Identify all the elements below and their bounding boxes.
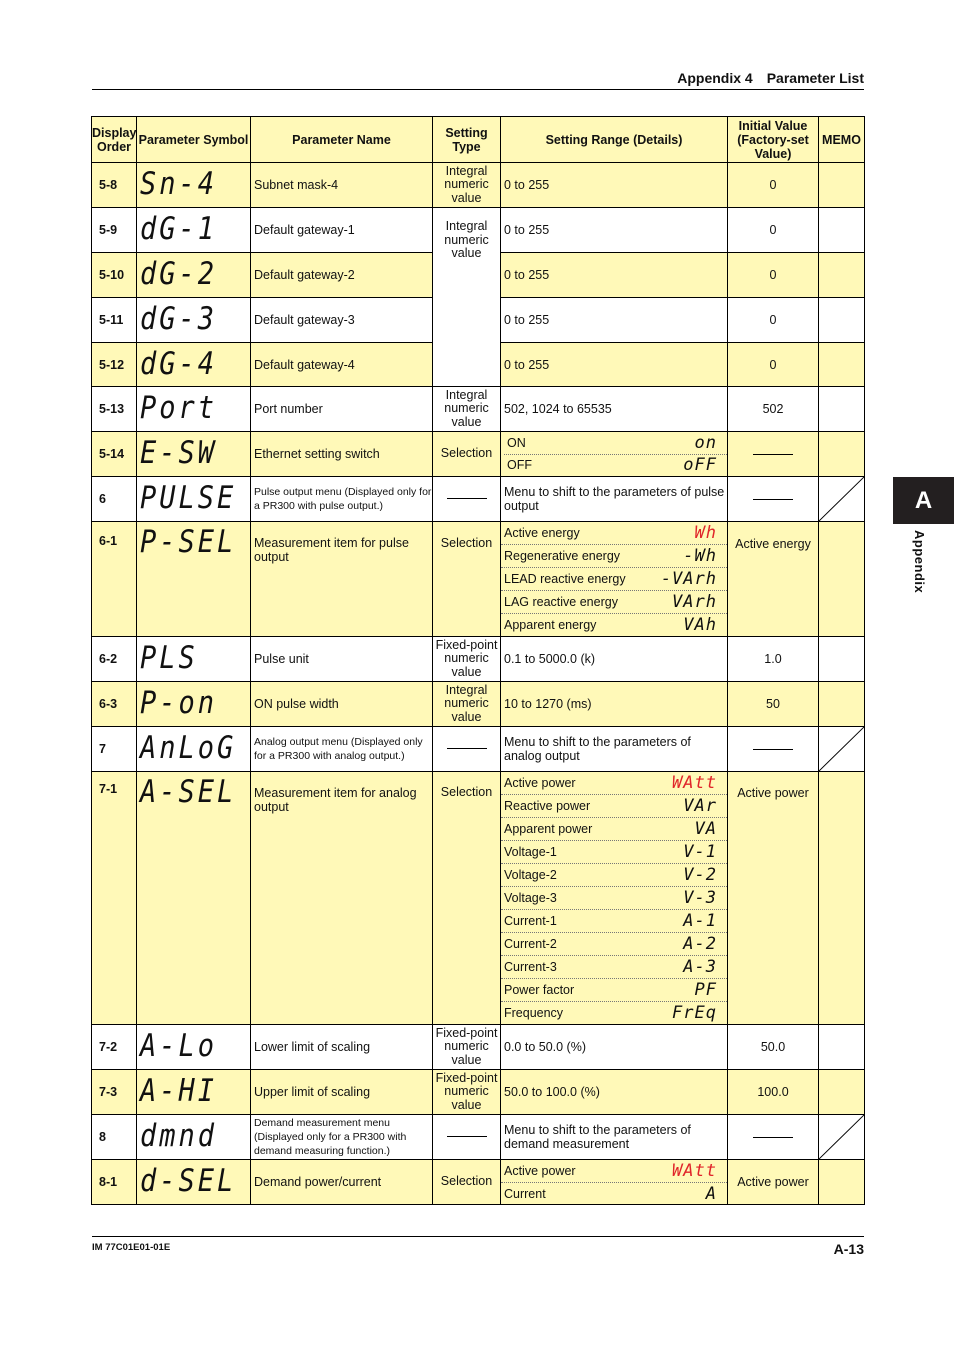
option-label: Regenerative energy [504,549,621,563]
memo-cell[interactable] [819,637,865,682]
option-label: Voltage-1 [504,845,557,859]
setting-type: Selection [433,432,501,477]
option-code: A-3 [683,957,717,977]
parameter-symbol [137,772,251,1025]
setting-type: Fixed-point numeric value [433,1070,501,1115]
initial-value [728,477,819,522]
parameter-name: Lower limit of scaling [251,1025,433,1070]
setting-type: Integral numeric value [433,682,501,727]
segment-symbol: E-SW [140,435,218,472]
display-order: 5-14 [92,432,137,477]
segment-symbol: A-HI [140,1073,218,1110]
option-code: VAr [683,796,717,816]
initial-value: 502 [728,387,819,432]
initial-value: 0 [728,343,819,387]
parameter-symbol [137,1070,251,1115]
option-row [501,956,727,979]
initial-value [728,727,819,772]
option-row [501,614,727,636]
table-row [92,682,865,727]
table-row [92,477,865,522]
option-code: -Wh [683,546,717,566]
parameter-name: Pulse output menu (Displayed only for a PR300 with pulse output.) [251,477,433,522]
setting-range: 0 to 255 [501,298,728,343]
segment-symbol: dmnd [140,1118,218,1155]
option-row [501,568,727,591]
footer-rule [92,1236,864,1237]
parameter-symbol [137,208,251,253]
setting-range: 0 to 255 [501,343,728,387]
parameter-name: Pulse unit [251,637,433,682]
option-code: -VArh [660,569,717,589]
segment-symbol: Sn-4 [140,166,218,203]
parameter-name: Default gateway-4 [251,343,433,387]
option-code: VAh [683,615,717,635]
initial-value: Active power [728,1160,819,1205]
option-row [501,522,727,545]
setting-type: Fixed-point numeric value [433,1025,501,1070]
segment-symbol: dG-1 [140,211,218,248]
parameter-symbol [137,477,251,522]
initial-value: 50 [728,682,819,727]
display-order: 7-1 [92,772,137,1025]
setting-options [501,1160,728,1205]
option-row [501,1002,727,1024]
parameter-symbol [137,163,251,208]
display-order: 6-3 [92,682,137,727]
setting-range: Menu to shift to the parameters of pulse output [501,477,728,522]
segment-symbol: AnLoG [140,730,237,767]
table-row [92,522,865,637]
setting-range: 10 to 1270 (ms) [501,682,728,727]
segment-symbol: dG-3 [140,301,218,338]
appendix-side-label: Appendix [912,530,927,594]
memo-cell[interactable] [819,163,865,208]
parameter-name: Analog output menu (Displayed only for a PR300 with analog output.) [251,727,433,772]
option-row [504,455,727,476]
no-value-dash [753,749,793,750]
option-code: A-1 [683,911,717,931]
running-header [92,70,864,86]
parameter-name: ON pulse width [251,682,433,727]
table-row [92,432,865,477]
memo-cell[interactable] [819,253,865,298]
segment-symbol: PULSE [140,480,237,517]
memo-cell[interactable] [819,772,865,1025]
no-value-dash [447,498,487,499]
option-row [501,933,727,956]
header-rule [92,89,864,90]
segment-symbol: d-SEL [140,1163,237,1200]
parameter-symbol [137,1115,251,1160]
memo-cell-crossed [819,1115,865,1160]
display-order: 5-10 [92,253,137,298]
page-number: A-13 [833,1241,864,1257]
option-label: Active power [504,776,576,790]
table-row [92,727,865,772]
initial-value: 100.0 [728,1070,819,1115]
parameter-symbol [137,522,251,637]
col-header-order: Display Order [92,117,137,163]
diagonal-slash [819,1115,864,1159]
setting-range: Menu to shift to the parameters of demand measurement [501,1115,728,1160]
setting-range: Menu to shift to the parameters of analog output [501,727,728,772]
option-label: Active energy [504,526,580,540]
setting-options [501,772,728,1025]
parameter-symbol [137,727,251,772]
option-code: WAtt [672,773,717,793]
no-value-dash [753,1137,793,1138]
parameter-symbol [137,1025,251,1070]
option-row [501,772,727,795]
option-code: FrEq [672,1003,717,1023]
setting-range: 0 to 255 [501,208,728,253]
option-row [501,1160,727,1183]
initial-value [728,1115,819,1160]
setting-range: 50.0 to 100.0 (%) [501,1070,728,1115]
parameter-name: Demand measurement menu (Displayed only for a PR300 with demand measuring function.) [251,1115,433,1160]
option-row [501,887,727,910]
option-code: V-2 [683,865,717,885]
col-header-symbol: Parameter Symbol [137,117,251,163]
option-row [504,433,727,455]
table-header-row [92,117,865,163]
no-value-dash [447,748,487,749]
initial-value: 0 [728,163,819,208]
display-order: 8 [92,1115,137,1160]
option-label: Active power [504,1164,576,1178]
setting-type: Selection [433,1160,501,1205]
setting-range: 0 to 255 [501,163,728,208]
option-code: A-2 [683,934,717,954]
setting-type [433,477,501,522]
memo-cell[interactable] [819,1160,865,1205]
parameter-symbol [137,682,251,727]
initial-value: 0 [728,298,819,343]
display-order: 5-12 [92,343,137,387]
initial-value: 1.0 [728,637,819,682]
parameter-table [91,116,865,1205]
header-section: Appendix 4 [677,70,753,86]
option-code: WAtt [672,1161,717,1181]
option-code: on [694,433,717,453]
parameter-symbol [137,1160,251,1205]
display-order: 6-1 [92,522,137,637]
display-order: 5-8 [92,163,137,208]
segment-symbol: A-SEL [140,774,237,811]
no-value-dash [753,499,793,500]
display-order: 6 [92,477,137,522]
table-row [92,1070,865,1115]
initial-value: 50.0 [728,1025,819,1070]
option-label: Current [504,1186,546,1201]
option-code: V-1 [683,842,717,862]
setting-options [501,522,728,637]
display-order: 5-9 [92,208,137,253]
parameter-symbol [137,637,251,682]
option-label: Voltage-3 [504,891,557,905]
parameter-name: Default gateway-2 [251,253,433,298]
table-row [92,1115,865,1160]
header-title: Parameter List [766,70,864,86]
segment-symbol: A-Lo [140,1028,218,1065]
memo-cell-crossed [819,727,865,772]
initial-value [728,432,819,477]
option-row [501,591,727,614]
parameter-symbol [137,343,251,387]
option-row [501,864,727,887]
option-row [501,545,727,568]
initial-value: Active energy [728,522,819,637]
table-row [92,772,865,1025]
setting-options [501,432,728,477]
setting-type: Fixed-point numeric value [433,637,501,682]
initial-value: 0 [728,253,819,298]
memo-cell[interactable] [819,343,865,387]
initial-value: 0 [728,208,819,253]
option-code: V-3 [683,888,717,908]
initial-value: Active power [728,772,819,1025]
parameter-name: Ethernet setting switch [251,432,433,477]
segment-symbol: dG-2 [140,256,218,293]
option-row [501,1183,727,1204]
parameter-symbol [137,387,251,432]
setting-type [433,727,501,772]
table-row [92,163,865,208]
appendix-tab: A [893,477,954,524]
option-label: Current-1 [504,914,557,928]
option-row [501,818,727,841]
col-header-initial: Initial Value (Factory-set Value) [728,117,819,163]
option-row [501,795,727,818]
document-number: IM 77C01E01-01E [92,1242,171,1253]
option-label: Apparent power [504,822,593,836]
option-code: VA [694,819,717,839]
parameter-symbol [137,432,251,477]
memo-cell-crossed [819,477,865,522]
segment-symbol: Port [140,390,218,427]
diagonal-slash [819,727,864,771]
parameter-name: Demand power/current [251,1160,433,1205]
option-code: oFF [683,455,717,475]
memo-cell[interactable] [819,387,865,432]
option-label: LEAD reactive energy [504,572,626,586]
option-row [501,910,727,933]
setting-range: 0.1 to 5000.0 (k) [501,637,728,682]
table-row [92,387,865,432]
setting-type: Selection [433,772,501,1025]
setting-type: Integral numeric value [433,208,501,387]
no-value-dash [753,454,793,455]
display-order: 7-2 [92,1025,137,1070]
parameter-name: Measurement item for analog output [251,772,433,1025]
segment-symbol: P-SEL [140,524,237,561]
col-header-type: Setting Type [433,117,501,163]
memo-cell[interactable] [819,1025,865,1070]
setting-type [433,1115,501,1160]
option-label: Apparent energy [504,618,597,632]
option-label: Frequency [504,1006,564,1020]
option-label: Current-3 [504,960,557,974]
option-label: ON [507,436,526,450]
setting-type: Integral numeric value [433,163,501,208]
option-code: PF [694,980,717,1000]
display-order: 7-3 [92,1070,137,1115]
setting-range: 0 to 255 [501,253,728,298]
display-order: 7 [92,727,137,772]
option-label: Reactive power [504,799,591,813]
table-row [92,637,865,682]
table-row [92,1025,865,1070]
segment-symbol: P-on [140,685,218,722]
segment-symbol: PLS [140,640,198,677]
option-row [501,841,727,864]
display-order: 5-13 [92,387,137,432]
display-order: 8-1 [92,1160,137,1205]
option-row [501,979,727,1002]
memo-cell[interactable] [819,432,865,477]
table-row [92,208,865,253]
segment-symbol: dG-4 [140,346,218,382]
parameter-symbol [137,298,251,343]
diagonal-slash [819,477,864,521]
setting-type: Selection [433,522,501,637]
option-label: OFF [507,458,532,472]
option-code: Wh [694,523,717,543]
display-order: 6-2 [92,637,137,682]
parameter-symbol [137,253,251,298]
option-code: A [705,1183,717,1204]
col-header-name: Parameter Name [251,117,433,163]
parameter-name: Default gateway-1 [251,208,433,253]
table-row [92,1160,865,1205]
parameter-name: Subnet mask-4 [251,163,433,208]
memo-cell[interactable] [819,298,865,343]
no-value-dash [447,1136,487,1137]
parameter-name: Default gateway-3 [251,298,433,343]
setting-range: 502, 1024 to 65535 [501,387,728,432]
option-label: LAG reactive energy [504,595,618,609]
memo-cell[interactable] [819,682,865,727]
memo-cell[interactable] [819,208,865,253]
parameter-name: Measurement item for pulse output [251,522,433,637]
option-code: VArh [672,592,717,612]
option-label: Voltage-2 [504,868,557,882]
setting-type: Integral numeric value [433,387,501,432]
parameter-name: Upper limit of scaling [251,1070,433,1115]
parameter-name: Port number [251,387,433,432]
memo-cell[interactable] [819,1070,865,1115]
option-label: Current-2 [504,937,557,951]
memo-cell[interactable] [819,522,865,637]
display-order: 5-11 [92,298,137,343]
setting-range: 0.0 to 50.0 (%) [501,1025,728,1070]
col-header-range: Setting Range (Details) [501,117,728,163]
option-label: Power factor [504,983,575,997]
col-header-memo: MEMO [819,117,865,163]
